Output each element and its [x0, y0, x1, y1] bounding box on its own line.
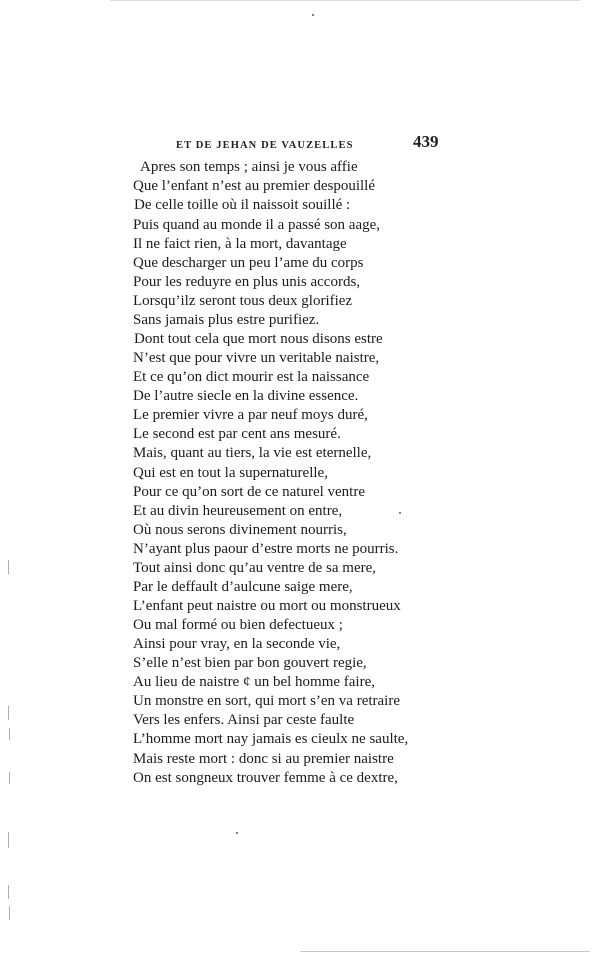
verse-line: De l’autre siecle en la divine essence.: [133, 388, 359, 404]
verse-line: Par le deffault d’aulcune saige mere,: [133, 579, 353, 595]
verse-line: On est songneux trouver femme à ce dextre,: [133, 770, 398, 786]
verse-line: Vers les enfers. Ainsi par ceste faulte: [133, 712, 355, 728]
verse-line: De celle toille où il naissoit souillé :: [134, 197, 351, 213]
scan-margin-mark: [8, 560, 9, 574]
scan-margin-mark: [9, 728, 10, 740]
verse-line: Ainsi pour vray, en la seconde vie,: [133, 636, 341, 652]
verse-line: Tout ainsi donc qu’au ventre de sa mere,: [133, 560, 377, 576]
verse-line: S’elle n’est bien par bon gouvert regie,: [133, 655, 367, 671]
verse-line: Pour ce qu’on sort de ce naturel ventre: [133, 484, 365, 500]
verse-line: Pour les reduyre en plus unis accords,: [133, 274, 361, 290]
verse-line: Mais, quant au tiers, la vie est eternelle,: [133, 445, 372, 461]
verse-line: Apres son temps ; ainsi je vous affie: [140, 159, 358, 175]
verse-line: Et ce qu’on dict mourir est la naissance: [133, 369, 370, 385]
page-number: 439: [413, 132, 439, 151]
verse-line: Que descharger un peu l’ame du corps: [133, 255, 364, 271]
ink-speck: [312, 14, 314, 16]
scan-margin-mark: [8, 885, 9, 899]
verse-line: Dont tout cela que mort nous disons estre: [134, 331, 383, 347]
verse-line: Qui est en tout la supernaturelle,: [133, 465, 328, 481]
running-title: ET DE JEHAN DE VAUZELLES: [176, 140, 354, 151]
verse-line: Où nous serons divinement nourris,: [133, 522, 347, 538]
verse-line: Au lieu de naistre ¢ un bel homme faire,: [133, 674, 376, 690]
scan-margin-mark: [8, 706, 9, 720]
verse-line: Puis quand au monde il a passé son aage,: [133, 217, 381, 233]
verse-line: Mais reste mort : donc si au premier naistre: [133, 751, 394, 767]
verse-line: Ou mal formé ou bien defectueux ;: [133, 617, 343, 633]
verse-line: L’homme mort nay jamais es cieulx ne saulte,: [133, 731, 409, 747]
verse-line: Et au divin heureusement on entre,: [133, 503, 343, 519]
verse-line: Le premier vivre a par neuf moys duré,: [133, 407, 368, 423]
verse-line: Lorsqu’ilz seront tous deux glorifiez: [133, 293, 353, 309]
verse-line: Que l’enfant n’est au premier despouillé: [133, 178, 375, 194]
verse-line: Le second est par cent ans mesuré.: [133, 426, 341, 442]
scan-margin-mark: [9, 906, 10, 920]
verse-line: Sans jamais plus estre purifiez.: [133, 312, 320, 328]
verse-line: N’est que pour vivre un veritable naistre,: [133, 350, 380, 366]
verse-line: Un monstre en sort, qui mort s’en va retraire: [133, 693, 401, 709]
scan-margin-mark: [9, 772, 10, 784]
scan-edge-top: [110, 0, 580, 1]
verse-line: Il ne faict rien, à la mort, davantage: [133, 236, 347, 252]
scan-edge-bottom: [300, 951, 590, 952]
ink-speck: [236, 832, 238, 834]
verse-line: N’ayant plus paour d’estre morts ne pourris.: [133, 541, 399, 557]
verse-line: L’enfant peut naistre ou mort ou monstrueux: [133, 598, 401, 614]
scan-margin-mark: [8, 832, 9, 848]
ink-speck: [399, 512, 401, 514]
